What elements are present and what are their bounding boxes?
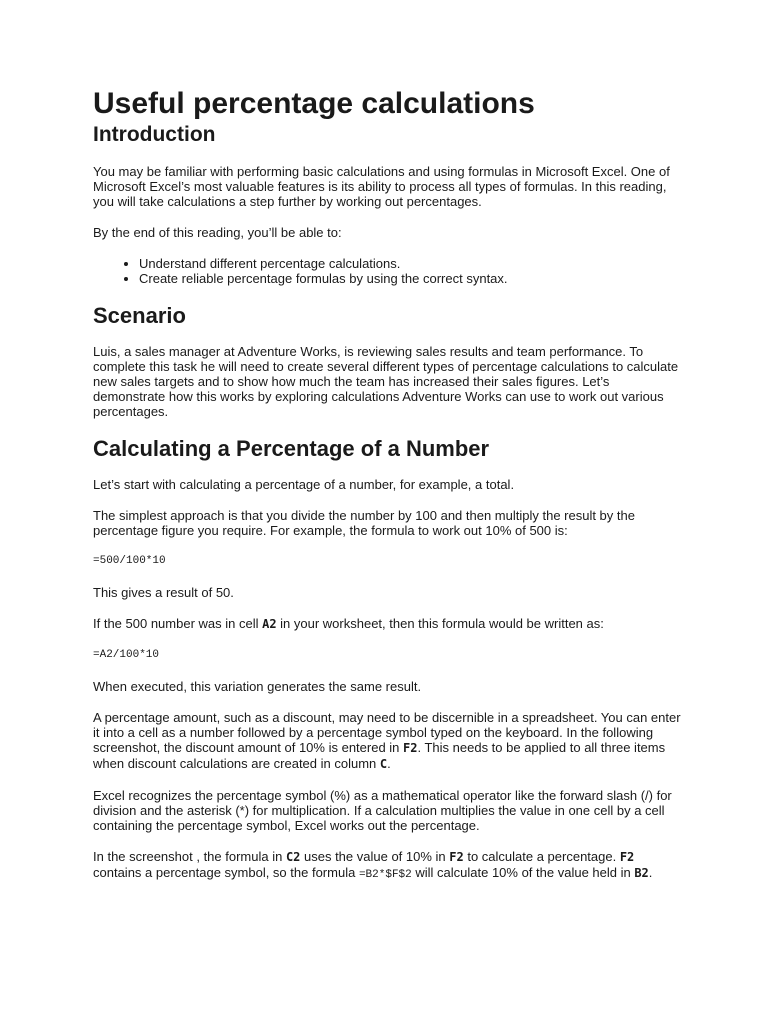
calc-paragraph-6	[93, 710, 683, 772]
text-run: in your worksheet, then this formula would be written as:	[276, 616, 604, 631]
intro-paragraph-1: You may be familiar with performing basic calculations and using formulas in Microsoft Excel. One of Microsoft Excel’s most valuable features is its ability to process all types of formulas. In this reading, you will take calculations a step further by working out percentages.	[93, 164, 670, 209]
scenario-paragraph: Luis, a sales manager at Adventure Works, is reviewing sales results and team performance. To complete this task he will need to create several different types of percentage calculations to calculate new sales targets and to show how much the team has increased their sales figures. Let’s demonstrate how this works by exploring calculations Adventure Works can use to work out various percentages.	[93, 344, 679, 419]
calc-paragraph-4	[93, 616, 683, 632]
cell-reference: B2	[634, 866, 649, 880]
calc-paragraph-3: This gives a result of 50.	[93, 585, 234, 600]
scenario-heading: Scenario	[93, 303, 186, 328]
calc-paragraph-8	[93, 849, 683, 883]
objective-item: • Understand different percentage calculations.	[139, 256, 683, 271]
cell-reference: C2	[285, 850, 301, 864]
introduction-heading: Introduction	[93, 123, 216, 146]
cell-reference: F2	[619, 850, 635, 864]
calculating-heading: Calculating a Percentage of a Number	[93, 436, 490, 461]
calc-paragraph-1: Let’s start with calculating a percentage of a number, for example, a total.	[93, 477, 515, 492]
text-run: In the screenshot , the formula in	[93, 849, 286, 864]
cell-reference: F2	[449, 850, 464, 864]
objectives-list	[93, 256, 683, 286]
column-reference: C	[379, 757, 388, 771]
document-page	[93, 86, 683, 899]
text-run: A percentage amount, such as a discount, may need to be discernible in a spreadsheet. You can enter it into a cell as a number followed by a percentage symbol typed on the keyboard. In the following screenshot, the discount amount of 10% is entered in	[93, 710, 681, 755]
document-title: Useful percentage calculations	[93, 87, 535, 120]
text-run: .	[387, 756, 391, 771]
cell-reference: F2	[403, 741, 418, 755]
calc-paragraph-5: When executed, this variation generates the same result.	[93, 679, 422, 694]
cell-reference: A2	[262, 617, 277, 631]
text-run: to calculate a percentage.	[463, 849, 620, 864]
text-run: .	[648, 865, 653, 880]
formula-example-2: =A2/100*10	[93, 649, 160, 661]
text-run: . This needs to be applied to all three items when discount calculations are created in column	[93, 740, 666, 771]
text-run: uses the value of 10% in	[300, 849, 450, 864]
text-run: will calculate 10% of the value held in	[411, 865, 635, 880]
formula-example-1: =500/100*10	[93, 555, 166, 567]
intro-paragraph-2: By the end of this reading, you’ll be able to:	[93, 225, 342, 240]
text-run: contains a percentage symbol, so the formula	[93, 865, 359, 880]
text-run: If the 500 number was in cell	[93, 616, 263, 631]
objective-item: • Create reliable percentage formulas by using the correct syntax.	[139, 271, 683, 286]
calc-paragraph-2: The simplest approach is that you divide the number by 100 and then multiply the result by the percentage figure you require. For example, the formula to work out 10% of 500 is:	[93, 508, 635, 538]
calc-paragraph-7: Excel recognizes the percentage symbol (%) as a mathematical operator like the forward slash (/) for division and the asterisk (*) for multiplication. If a calculation multiplies the value in one cell by a cell containing the percentage symbol, Excel works out the percentage.	[93, 788, 672, 833]
inline-formula: =B2*$F$2	[358, 869, 412, 881]
